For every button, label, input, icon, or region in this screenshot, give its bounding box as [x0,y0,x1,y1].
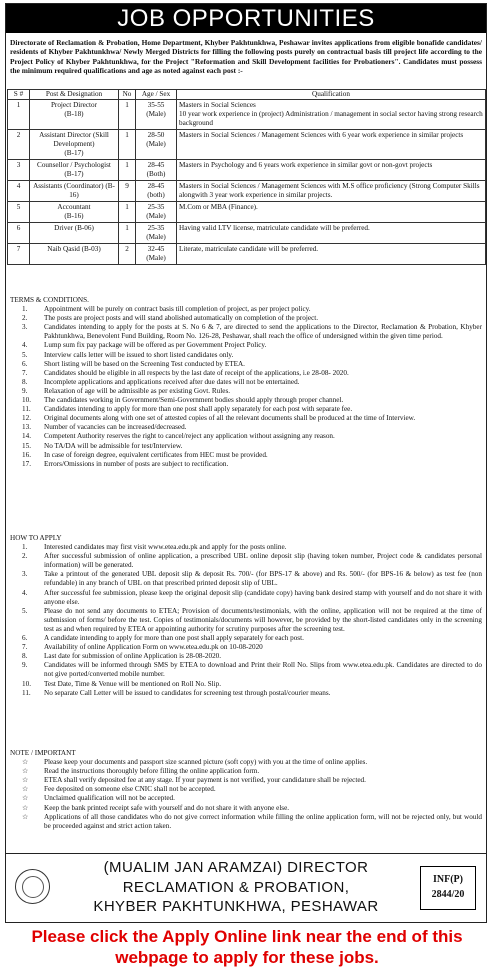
row-sn: 2 [8,130,30,160]
star-bullet-icon: ☆ [22,794,29,803]
table-row [8,244,486,265]
inf-number: 2844/20 [431,889,465,900]
how-item-text: After successful submission of online application, a prescribed UBL online deposit slip (having token number, Project code & candidates personal information) will be generated. [44,552,482,570]
row-post [30,244,119,265]
row-count: 2 [119,244,136,265]
how-item-number: 2. [22,552,28,561]
terms-item-text: Candidates intending to apply for the posts at S. No 6 & 7, are directed to send the applications to the Director, Reclamation & Probation, Khyber Pakhtunkhwa, Benevolent Fund Building, Room No. 126-28, Peshawar, shall reach the office of undersigned within the given time period. [44,323,482,341]
row-sn: 7 [8,244,30,265]
notes-item [10,776,482,785]
director-name: (MUALIM JAN ARAMZAI) DIRECTOR [103,859,369,876]
table-row [8,181,486,202]
star-bullet-icon: ☆ [22,767,29,776]
notes-item [10,785,482,794]
terms-item-number: 1. [22,305,28,314]
how-item-text: Please do not send any documents to ETEA; Provision of documents/testimonials, with the online, application will not be required at the time of submission of forms/ before the test. Copies of testimonials/documents will however, be provided by the short-listed candidates only in the screening test as and when required by ETEA or appointing authority for scrutiny purposes after the screening test. [44,606,482,633]
post-title: Counsellor / Psychologist [37,161,111,169]
apply-online-notice: Please click the Apply Online link near the end of this webpage to apply for these jobs. [31,927,463,967]
terms-item-text: Candidates intending to apply for more than one post shall apply separately for each post with separate fee. [44,405,353,414]
table-row [8,130,486,160]
terms-item [10,414,482,423]
header-qualification: Qualification [177,90,486,100]
star-bullet-icon: ☆ [22,776,29,785]
terms-item-number: 16. [22,450,31,459]
post-title: Project Director [50,101,98,109]
sex: (Male) [146,110,166,118]
terms-list [10,305,482,469]
terms-item-text: Candidates should be eligible in all respects by the last date of receipt of the applications, i.e 28-08- 2020. [44,368,349,377]
how-item [10,607,482,634]
row-age-sex [136,130,177,160]
age-range: 25-35 [147,224,165,232]
terms-item-text: The candidates working in Government/Semi-Government bodies should apply through proper channel. [44,396,344,405]
age-range: 35-55 [147,101,165,109]
footer [6,853,486,923]
how-item-number: 11. [22,688,31,697]
terms-item [10,405,482,414]
age-range: 28-45 [147,182,165,190]
terms-item [10,314,482,323]
row-age-sex [136,223,177,244]
how-item [10,652,482,661]
how-item-text: After successful fee submission, please keep the original deposit slip (candidate copy) having bank desired stamp with yourself and do not share it with anyone else. [44,588,482,606]
department-name: RECLAMATION & PROBATION, [122,878,350,896]
notes-item [10,758,482,767]
post-scale: (B-17) [64,170,84,178]
how-item-number: 3. [22,570,28,579]
how-item-text: Candidates will be informed through SMS by ETEA to download and Print their Roll No. Slips from www.etea.edu.pk. Candidates are directed to do not give ported/converted mobile number. [44,661,482,679]
how-item-text: Take a printout of the generated UBL deposit slip & deposit Rs. 700/- (for BPS-17 & above) and Rs. 500/- (for BPS-16 & below) as test fee (non refundable) in any branch of UBL on that prescribed printed deposit slip of UBL. [44,570,482,588]
how-item [10,543,482,552]
post-scale: (B-16) [64,212,84,220]
terms-heading: TERMS & CONDITIONS. [10,296,89,304]
qualification-text: Having valid LTV license, matriculate candidate will be preferred. [179,224,370,232]
notes-heading: NOTE / IMPORTANT [10,749,76,757]
row-post [30,181,119,202]
star-bullet-icon: ☆ [22,758,29,767]
row-post [30,160,119,181]
how-to-apply-heading: HOW TO APPLY [10,534,62,542]
terms-item-number: 7. [22,368,28,377]
terms-item-number: 13. [22,423,31,432]
terms-item [10,369,482,378]
qualification-text: Masters in Psychology and 6 years work experience in similar govt or non-govt projects [179,161,433,169]
signature-block [66,858,406,917]
how-to-apply-section [10,534,482,698]
table-row [8,202,486,223]
inf-label: INF(P) [433,874,463,885]
how-to-apply-list [10,543,482,698]
notes-item [10,804,482,813]
header-post: Post & Designation [30,90,119,100]
table-row [8,100,486,130]
how-item-number: 4. [22,588,28,597]
notes-item [10,813,482,831]
terms-item-text: No TA/DA will be admissible for test/Interview. [44,441,183,450]
terms-item-number: 10. [22,396,31,405]
terms-item-number: 6. [22,359,28,368]
post-scale: (B-17) [64,149,84,157]
row-qualification [177,130,486,160]
terms-item-number: 14. [22,432,31,441]
terms-item-number: 5. [22,350,28,359]
row-qualification [177,100,486,130]
terms-item-text: Original documents along with one set of attested copies of all the relevant documents shall be produced at the time of Interview. [44,414,416,423]
terms-item [10,387,482,396]
how-item-number: 1. [22,543,28,552]
terms-item-number: 15. [22,441,31,450]
sex: (Male) [146,233,166,241]
star-bullet-icon: ☆ [22,803,29,812]
row-count: 1 [119,100,136,130]
row-count: 1 [119,130,136,160]
department-location: KHYBER PAKHTUNKHWA, PESHAWAR [93,898,379,915]
terms-item [10,351,482,360]
page-title: JOB OPPORTUNITIES [6,4,486,33]
row-qualification [177,244,486,265]
how-item [10,589,482,607]
row-sn: 1 [8,100,30,130]
notes-item-text: ETEA shall verify deposited fee at any stage. If your payment is not verified, your candidature shall be rejected. [44,776,366,785]
qualification-text: M.Com or MBA (Finance). [179,203,258,211]
how-item [10,643,482,652]
how-item-text: Test Date, Time & Venue will be mentioned on Roll No. Slip. [44,679,222,688]
post-title: Assistants (Coordinator) (B-16) [33,182,115,199]
how-item [10,680,482,689]
sex: (Male) [146,254,166,262]
star-bullet-icon: ☆ [22,812,29,821]
notes-item-text: Unclaimed qualification will not be accepted. [44,794,175,803]
how-item-number: 8. [22,652,28,661]
row-count: 1 [119,202,136,223]
terms-item-text: Appointment will be purely on contract basis till completion of project, as per project policy. [44,305,311,314]
how-item [10,552,482,570]
how-item-number: 6. [22,634,28,643]
row-sn: 4 [8,181,30,202]
row-post [30,100,119,130]
how-item-number: 9. [22,661,28,670]
notes-list [10,758,482,831]
terms-item [10,442,482,451]
terms-item [10,323,482,341]
post-title: Driver (B-06) [54,224,94,232]
table-row [8,160,486,181]
terms-item [10,360,482,369]
terms-item-text: Errors/Omissions in number of posts are subject to rectification. [44,459,229,468]
qualification-text: Literate, matriculate candidate will be preferred. [179,245,319,253]
qualification-text: Masters in Social Sciences / Management Sciences with 6 year work experience in similar projects [179,131,464,139]
row-sn: 5 [8,202,30,223]
star-bullet-icon: ☆ [22,785,29,794]
header-sn: S # [8,90,30,100]
jobs-table-body [8,100,486,265]
terms-item-number: 3. [22,323,28,332]
age-range: 28-50 [147,131,165,139]
intro-paragraph: Directorate of Reclamation & Probation, Home Department, Khyber Pakhtunkhwa, Peshawar invites applications from eligible bonafide candidates/ residents of Khyber Pakhtunkhwa/ Newly Merged Districts for filling the following posts purely on contractual basis till project life according to the Project Policy of Khyber Pakhtunkhwa, for the Project "Reformation and Skill Development facilities for Probationers". Candidates must possess the minimum required qualifications and age as noted against each post :- [10,38,482,75]
qualification-text: Masters in Social Sciences [179,101,256,109]
how-item [10,661,482,679]
jobs-table [7,89,486,265]
sex: (both) [147,191,165,199]
age-range: 32-45 [147,245,165,253]
row-sn: 6 [8,223,30,244]
sex: (Male) [146,140,166,148]
how-item-text: Last date for submission of online Application is 28-08-2020. [44,652,222,661]
notes-item [10,767,482,776]
terms-item [10,432,482,441]
row-age-sex [136,202,177,223]
row-qualification [177,160,486,181]
row-qualification [177,223,486,244]
terms-item [10,305,482,314]
terms-section [10,296,482,469]
post-title: Naib Qasid (B-03) [47,245,101,253]
terms-item-text: The posts are project posts and will stand abolished automatically on completion of the project. [44,314,319,323]
terms-item-text: Incomplete applications and applications received after due dates will not be entertained. [44,377,300,386]
how-item [10,634,482,643]
how-item [10,570,482,588]
how-item-number: 5. [22,606,28,615]
how-item-text: Interested candidates may first visit www.etea.edu.pk and apply for the posts online. [44,543,287,552]
terms-item-text: Relaxation of age will be admissible as per existing Govt. Rules. [44,386,231,395]
terms-item-number: 8. [22,377,28,386]
how-item-text: No separate Call Letter will be issued to candidates for screening test through postal/courier means. [44,688,331,697]
row-post [30,223,119,244]
qualification-text: Masters in Social Sciences / Management Sciences with M.S office proficiency (Strong Computer Skills alongwith 3 year work experience in similar projects. [179,182,480,199]
row-sn: 3 [8,160,30,181]
post-title: Accountant [57,203,91,211]
post-scale: (B-18) [64,110,84,118]
terms-item-text: Lump sum fix pay package will be offered as per Government Project Policy. [44,341,267,350]
how-item [10,689,482,698]
row-count: 1 [119,160,136,181]
row-qualification [177,181,486,202]
terms-item [10,460,482,469]
header-age: Age / Sex [136,90,177,100]
terms-item [10,341,482,350]
terms-item-number: 11. [22,405,31,414]
notes-item-text: Fee deposited on someone else CNIC shall not be accepted. [44,785,216,794]
row-count: 1 [119,223,136,244]
notes-item-text: Please keep your documents and passport size scanned picture (soft copy) with you at the time of online applies. [44,758,368,767]
table-row [8,223,486,244]
notes-section [10,749,482,831]
terms-item-number: 12. [22,414,31,423]
department-seal-icon [15,869,50,904]
terms-item-text: Interview calls letter will be issued to short listed candidates only. [44,350,234,359]
terms-item [10,396,482,405]
row-post [30,202,119,223]
row-count: 9 [119,181,136,202]
qualification-extra: 10 year work experience in (project) Administration / management in social sector having strong research background [179,110,483,127]
how-item-text: A candidate intending to apply for more than one post shall apply separately for each post. [44,634,304,643]
how-item-number: 10. [22,679,31,688]
terms-item-text: Number of vacancies can be increased/decreased. [44,423,187,432]
terms-item-text: In case of foreign degree, equivalent certificates from HEC must be provided. [44,450,268,459]
sex: (Both) [146,170,166,178]
notes-item-text: Keep the bank printed receipt safe with yourself and do not share it with anyone else. [44,803,290,812]
notes-item-text: Read the instructions thoroughly before filling the online application form. [44,767,260,776]
post-title: Assistant Director (Skill Development) [39,131,109,148]
how-item-text: Availability of online Application Form on www.etea.edu.pk on 10-08-2020 [44,643,263,652]
terms-item-text: Short listing will be based on the Screening Test conducted by ETEA. [44,359,245,368]
sex: (Male) [146,212,166,220]
table-header-row [8,90,486,100]
row-qualification [177,202,486,223]
header-no: No [119,90,136,100]
notes-item [10,794,482,803]
terms-item [10,423,482,432]
row-post [30,130,119,160]
row-age-sex [136,181,177,202]
row-age-sex [136,160,177,181]
how-item-number: 7. [22,643,28,652]
terms-item-text: Competent Authority reserves the right to cancel/reject any application without assigning any reason. [44,432,335,441]
age-range: 28-45 [147,161,165,169]
terms-item-number: 9. [22,386,28,395]
row-age-sex [136,100,177,130]
row-age-sex [136,244,177,265]
terms-item-number: 4. [22,341,28,350]
terms-item [10,451,482,460]
terms-item-number: 17. [22,459,31,468]
age-range: 25-35 [147,203,165,211]
terms-item-number: 2. [22,314,28,323]
inf-box [420,866,476,910]
terms-item [10,378,482,387]
notes-item-text: Applications of all those candidates who do not give correct information while filling the online application form, will not be rejected only, but would be proceeded against and strict action taken. [44,812,482,830]
